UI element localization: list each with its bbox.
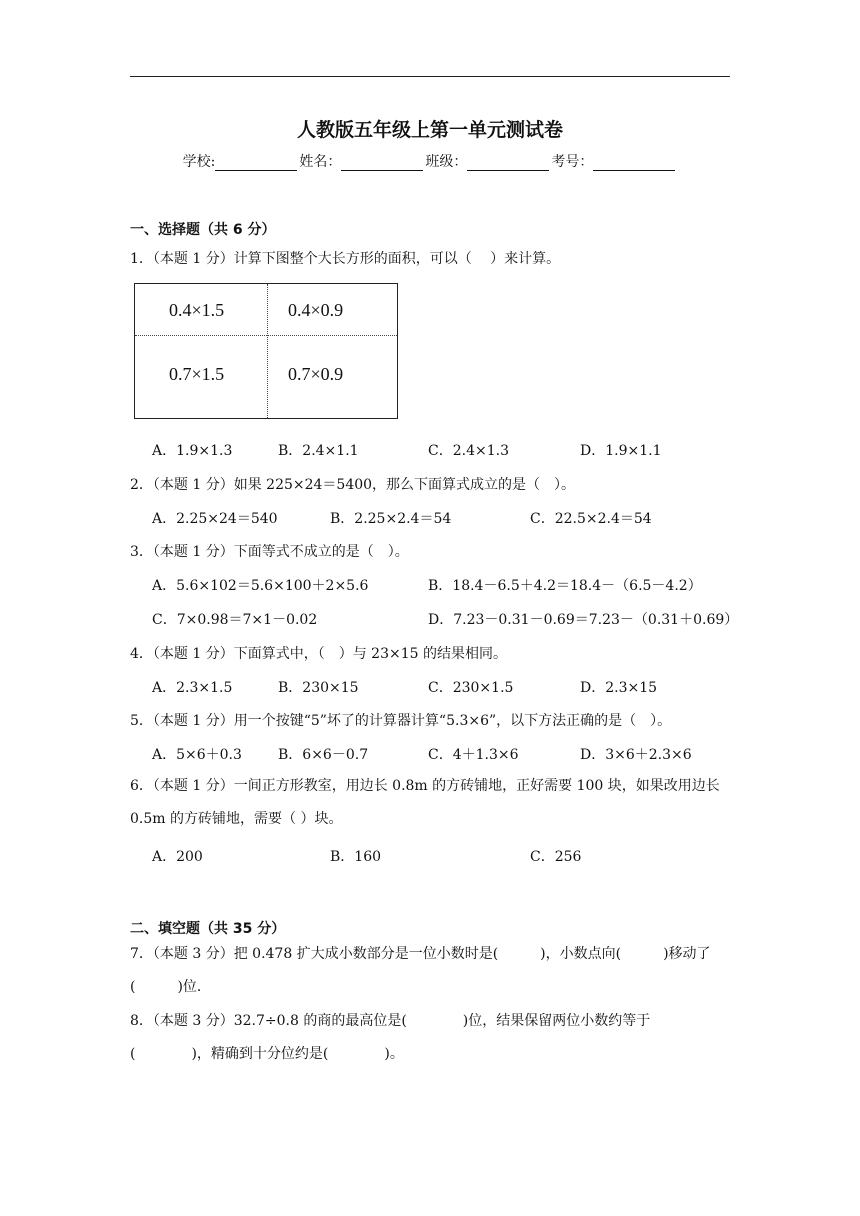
q4-option-b[interactable]: B．230×15: [278, 680, 359, 696]
q2-option-a[interactable]: A．2.25×24＝540: [152, 511, 278, 527]
section-heading-choice: 一、选择题（共 6 分）: [130, 222, 276, 238]
figure-vertical-divider: [267, 284, 268, 418]
q3-option-c[interactable]: C．7×0.98＝7×1－0.02: [152, 612, 318, 628]
question-7: 7．（本题 3 分）把 0.478 扩大成小数部分是一位小数时是( )，小数点向( )移动了( )位．: [130, 946, 711, 995]
class-blank[interactable]: [467, 156, 549, 171]
q2-option-c[interactable]: C．22.5×2.4＝54: [530, 511, 652, 527]
q5-option-d[interactable]: D．3×6＋2.3×6: [580, 747, 692, 763]
q6-option-b[interactable]: B．160: [330, 849, 382, 865]
question-2: 2．（本题 1 分）如果 225×24＝5400，那么下面算式成立的是（ ）。: [130, 477, 576, 493]
q1-option-a[interactable]: A．1.9×1.3: [152, 443, 233, 459]
question-3: 3．（本题 1 分）下面等式不成立的是（ ）。: [130, 544, 409, 560]
q3-option-a[interactable]: A．5.6×102＝5.6×100＋2×5.6: [152, 578, 369, 594]
q1-option-c[interactable]: C．2.4×1.3: [428, 443, 509, 459]
figure-cell-bottom-left: 0.7×1.5: [169, 364, 225, 384]
q4-option-c[interactable]: C．230×1.5: [428, 680, 514, 696]
section-heading-fill: 二、填空题（共 35 分）: [130, 921, 286, 937]
exam-no-blank[interactable]: [593, 156, 675, 171]
q5-option-a[interactable]: A．5×6＋0.3: [152, 747, 242, 763]
q6-option-c[interactable]: C．256: [530, 849, 582, 865]
q1-option-b[interactable]: B．2.4×1.1: [278, 443, 359, 459]
q1-option-d[interactable]: D．1.9×1.1: [580, 443, 662, 459]
name-blank[interactable]: [341, 156, 423, 171]
q3-option-d[interactable]: D．7.23－0.31－0.69＝7.23－（0.31＋0.69）: [428, 612, 739, 628]
q3-option-b[interactable]: B．18.4－6.5＋4.2＝18.4－（6.5－4.2）: [428, 578, 702, 594]
class-label: 班级：: [425, 154, 468, 170]
page-title: 人教版五年级上第一单元测试卷: [296, 119, 563, 141]
q6-option-a[interactable]: A．200: [152, 849, 203, 865]
figure-horizontal-divider: [135, 335, 397, 336]
q2-option-b[interactable]: B．2.25×2.4＝54: [330, 511, 452, 527]
q5-option-b[interactable]: B．6×6－0.7: [278, 747, 369, 763]
question-8: 8．（本题 3 分）32.7÷0.8 的商的最高位是( )位，结果保留两位小数约等于( )，精确到十分位约是( )。: [130, 1013, 651, 1062]
question-6: 6．（本题 1 分）一间正方形教室，用边长 0.8m 的方砖铺地，正好需要 100 块，如果改用边长 0.5m 的方砖铺地，需要（ ）块。: [130, 778, 720, 827]
school-label: 学校:: [182, 154, 216, 170]
student-info-line: [0, 151, 860, 171]
figure-cell-bottom-right: 0.7×0.9: [288, 364, 344, 384]
q4-option-a[interactable]: A．2.3×1.5: [152, 680, 233, 696]
header-rule: [130, 76, 730, 77]
figure-cell-top-left: 0.4×1.5: [169, 300, 225, 320]
rectangle-figure: [134, 283, 398, 419]
name-label: 姓名：: [299, 154, 342, 170]
figure-cell-top-right: 0.4×0.9: [288, 300, 344, 320]
q5-option-c[interactable]: C．4＋1.3×6: [428, 747, 519, 763]
q4-option-d[interactable]: D．2.3×15: [580, 680, 658, 696]
school-blank[interactable]: [215, 156, 297, 171]
exam-no-label: 考号：: [551, 154, 594, 170]
question-4: 4．（本题 1 分）下面算式中，（ ）与 23×15 的结果相同。: [130, 646, 507, 662]
question-1: 1．（本题 1 分）计算下图整个大长方形的面积，可以（ ）来计算。: [130, 251, 561, 267]
question-5: 5．（本题 1 分）用一个按键“5”坏了的计算器计算“5.3×6”，以下方法正确的是（ ）。: [130, 713, 672, 729]
